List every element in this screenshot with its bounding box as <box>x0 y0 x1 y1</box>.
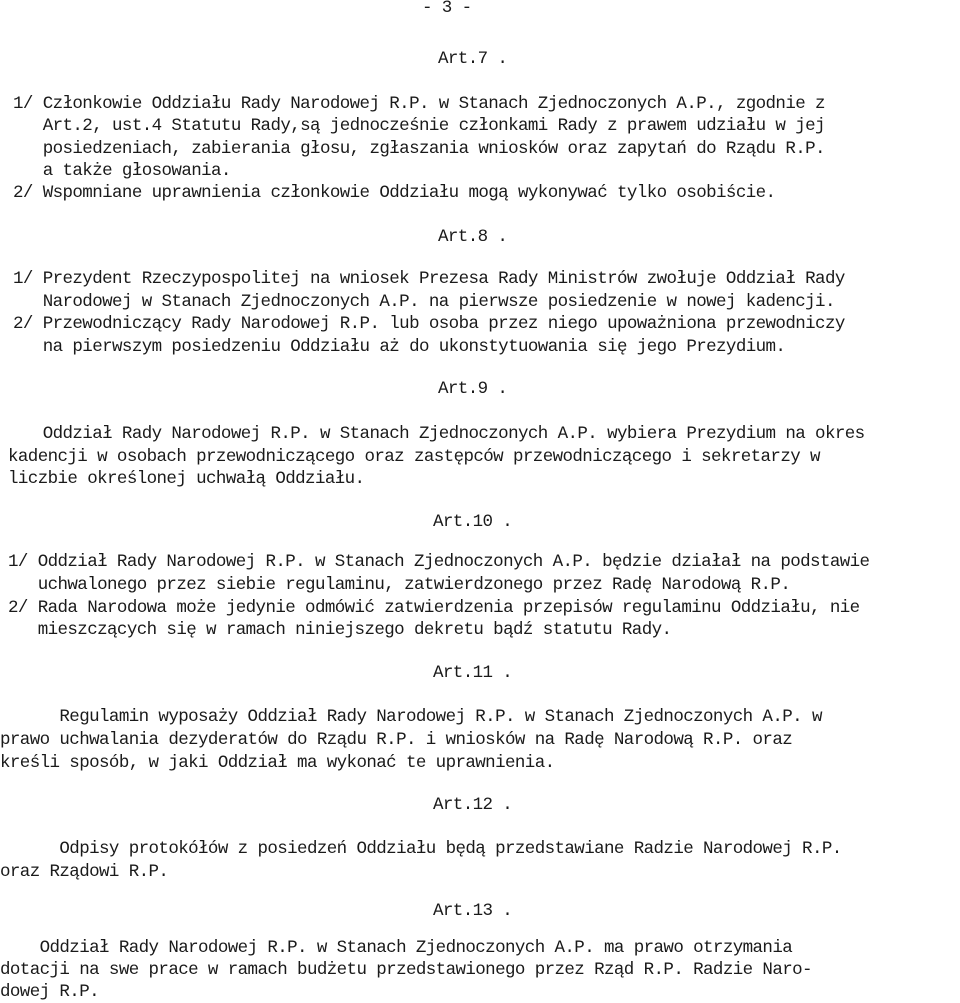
article-line: mieszczących się w ramach niniejszego dekretu bądź statutu Rady. <box>8 620 672 640</box>
article-line: 1/ Członkowie Oddziału Rady Narodowej R.P. w Stanach Zjednoczonych A.P., zgodnie z <box>13 94 825 114</box>
article-line: 2/ Rada Narodowa może jedynie odmówić zatwierdzenia przepisów regulaminu Oddziału, nie <box>8 598 860 618</box>
article-heading: Art.8 . <box>438 227 508 247</box>
article-line: Odpisy protokółów z posiedzeń Oddziału będą przedstawiane Radzie Narodowej R.P. <box>0 839 842 859</box>
article-heading: Art.10 . <box>433 512 513 532</box>
page-number: - 3 - <box>422 0 472 18</box>
article-line: liczbie określonej uchwałą Oddziału. <box>8 469 365 489</box>
article-heading: Art.7 . <box>438 49 508 69</box>
article-line: Narodowej w Stanach Zjednoczonych A.P. na pierwsze posiedzenie w nowej kadencji. <box>13 292 835 312</box>
article-line: uchwalonego przez siebie regulaminu, zatwierdzonego przez Radę Narodową R.P. <box>8 575 791 595</box>
article-line: dotacji na swe prace w ramach budżetu przedstawionego przez Rząd R.P. Radzie Naro- <box>0 960 812 980</box>
article-heading: Art.9 . <box>438 379 508 399</box>
article-line: prawo uchwalania dezyderatów do Rządu R.P. i wniosków na Radę Narodową R.P. oraz <box>0 730 793 750</box>
article-line: dowej R.P. <box>0 982 100 1002</box>
article-line: a także głosowania. <box>13 161 231 181</box>
article-line: oraz Rządowi R.P. <box>0 862 169 882</box>
article-heading: Art.11 . <box>433 663 513 683</box>
article-line: Oddział Rady Narodowej R.P. w Stanach Zjednoczonych A.P. wybiera Prezydium na okres <box>13 424 865 444</box>
article-line: kreśli sposób, w jaki Oddział ma wykonać te uprawnienia. <box>0 753 555 773</box>
article-line: 2/ Wspomniane uprawnienia członkowie Oddziału mogą wykonywać tylko osobiście. <box>13 183 776 203</box>
article-line: 1/ Oddział Rady Narodowej R.P. w Stanach Zjednoczonych A.P. będzie działał na podstawie <box>8 552 870 572</box>
article-line: Oddział Rady Narodowej R.P. w Stanach Zjednoczonych A.P. ma prawo otrzymania <box>0 938 793 958</box>
article-heading: Art.12 . <box>433 795 513 815</box>
article-line: posiedzeniach, zabierania głosu, zgłaszania wniosków oraz zapytań do Rządu R.P. <box>13 139 825 159</box>
article-line: 2/ Przewodniczący Rady Narodowej R.P. lub osoba przez niego upoważniona przewodniczy <box>13 314 845 334</box>
article-heading: Art.13 . <box>433 901 513 921</box>
article-line: na pierwszym posiedzeniu Oddziału aż do ukonstytuowania się jego Prezydium. <box>13 337 786 357</box>
article-line: Art.2, ust.4 Statutu Rady,są jednocześnie członkami Rady z prawem udziału w jej <box>13 116 825 136</box>
article-line: kadencji w osobach przewodniczącego oraz zastępców przewodniczącego i sekretarzy w <box>8 447 820 467</box>
article-line: Regulamin wyposaży Oddział Rady Narodowej R.P. w Stanach Zjednoczonych A.P. w <box>0 707 822 727</box>
article-line: 1/ Prezydent Rzeczypospolitej na wniosek Prezesa Rady Ministrów zwołuje Oddział Rady <box>13 269 845 289</box>
